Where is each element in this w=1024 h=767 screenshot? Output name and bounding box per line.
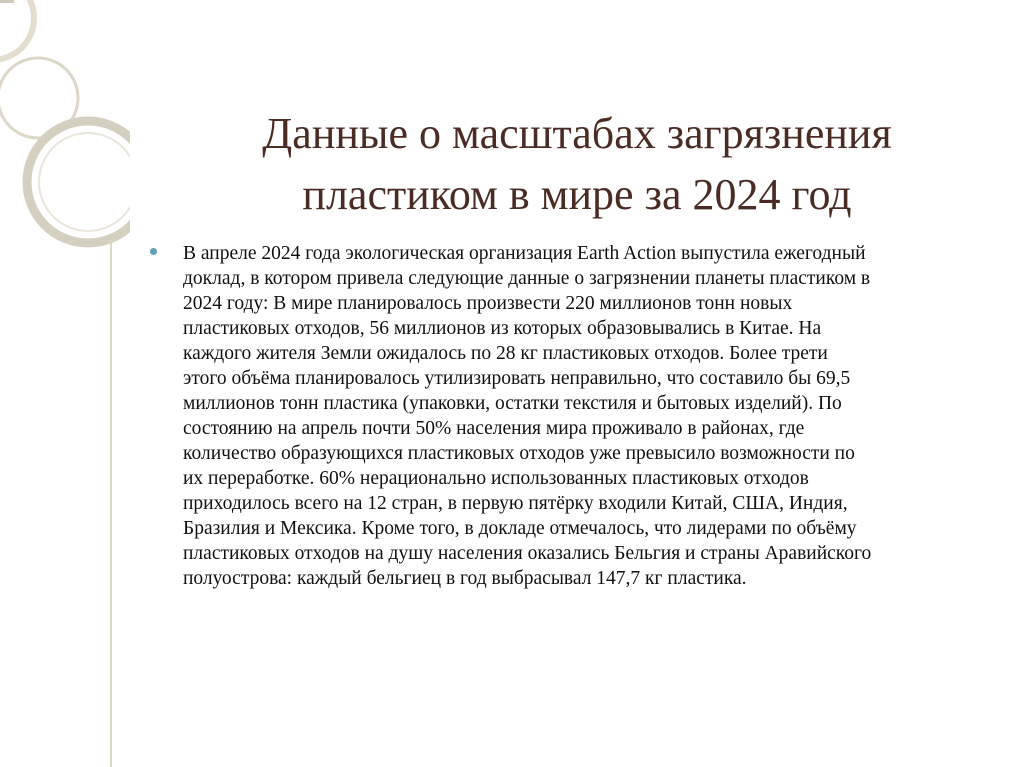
decorative-circles: [0, 0, 130, 767]
body-line: их переработке. 60% нерационально использованных пластиковых отходов: [183, 468, 809, 489]
bullet-item: [150, 241, 1000, 591]
bullet-text: [183, 241, 1000, 591]
body-line: доклад, в котором привела следующие данные о загрязнении планеты пластиком в: [183, 268, 871, 289]
title-line-2: пластиком в мире за 2024 год: [302, 170, 852, 219]
body-line: В апреле 2024 года экологическая организация Earth Action выпустила ежегодный: [183, 243, 866, 264]
deco-corner-mark: [0, 0, 14, 3]
title-line-1: Данные о масштабах загрязнения: [262, 109, 892, 158]
body-line: пластиковых отходов на душу населения оказались Бельгия и страны Аравийского: [183, 543, 872, 564]
slide-title: [130, 103, 1024, 225]
body-line: этого объёма планировалось утилизировать неправильно, что составило бы 69,5: [183, 368, 851, 389]
body-line: каждого жителя Земли ожидалось по 28 кг пластиковых отходов. Более трети: [183, 343, 828, 364]
body-line: пластиковых отходов, 56 миллионов из которых образовывались в Китае. На: [183, 318, 822, 339]
deco-circle-inner: [39, 133, 130, 231]
body-line: состоянию на апрель почти 50% населения мира проживало в районах, где: [183, 418, 805, 439]
body-line: полуострова: каждый бельгиец в год выбрасывал 147,7 кг пластика.: [183, 568, 747, 589]
body-line: Бразилия и Мексика. Кроме того, в докладе отмечалось, что лидерами по объёму: [183, 518, 857, 539]
bullet-dot-icon: [150, 248, 157, 255]
body-line: 2024 году: В мире планировалось произвести 220 миллионов тонн новых: [183, 293, 793, 314]
deco-circle-top: [0, 0, 34, 60]
body-line: количество образующихся пластиковых отходов уже превысило возможности по: [183, 443, 855, 464]
body-line: миллионов тонн пластика (упаковки, остатки текстиля и бытовых изделий). По: [183, 393, 842, 414]
deco-circle-large: [27, 121, 130, 243]
body-line: приходилось всего на 12 стран, в первую пятёрку входили Китай, США, Индия,: [183, 493, 848, 514]
